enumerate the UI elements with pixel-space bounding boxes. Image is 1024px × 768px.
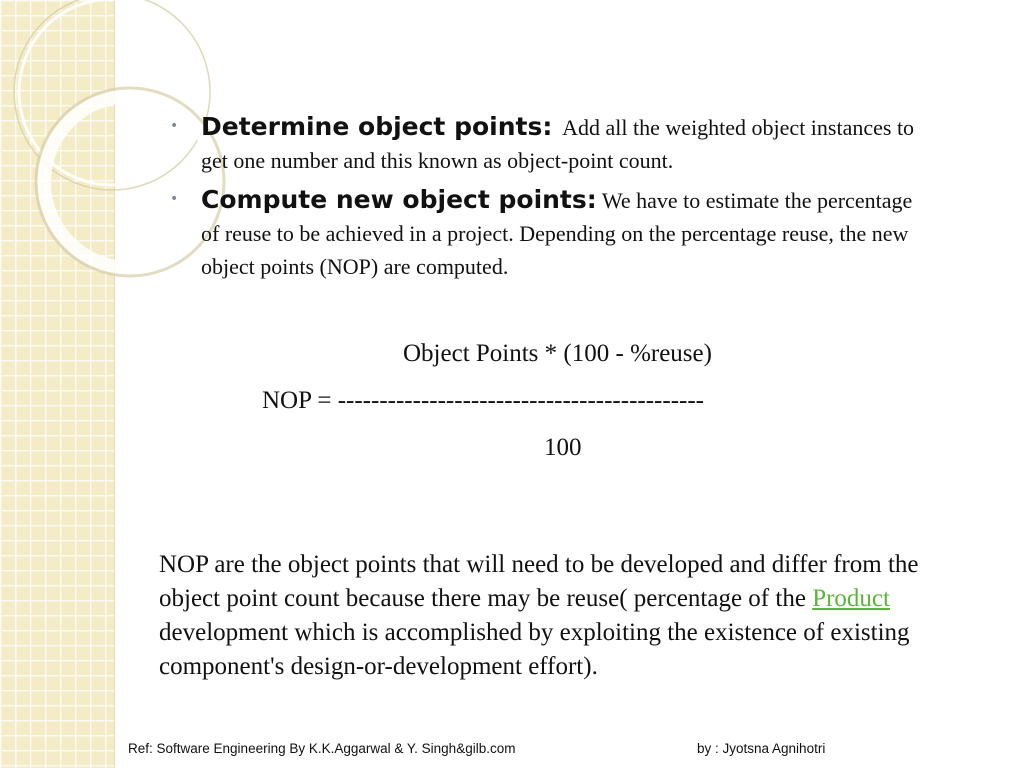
bullet-body: Add all the weighted object instances to get one number and this known as object-point count. xyxy=(201,115,915,173)
bullet-dot-icon: • xyxy=(170,118,179,134)
bullet-dot-icon: • xyxy=(170,191,179,207)
formula-lhs: NOP = xyxy=(262,387,332,414)
formula-fraction-line xyxy=(262,387,704,415)
bullet-compute-new-object-points xyxy=(170,183,930,283)
formula-dashes: -------------------------------------------- xyxy=(337,387,704,414)
bullet-heading: Determine object points: xyxy=(201,112,553,141)
formula-denominator: 100 xyxy=(544,434,582,461)
product-link[interactable]: Product xyxy=(812,585,890,612)
formula-numerator: Object Points * (100 - %reuse) xyxy=(403,340,712,367)
decorative-rings xyxy=(0,0,150,300)
explanation-text-2: development which is accomplished by exploiting the existence of existing component's design-or-development effort). xyxy=(159,619,910,680)
bullet-heading: Compute new object points: xyxy=(201,185,597,214)
explanation-text-1: NOP are the object points that will need to be developed and differ from the object point count because there may be reuse( percentage of the xyxy=(159,551,919,612)
explanation-paragraph xyxy=(159,548,979,684)
bullet-body: We have to estimate the percentage of reuse to be achieved in a project. Depending on the percentage reuse, the new object points (NOP) are computed. xyxy=(201,188,913,279)
footer-author: by : Jyotsna Agnihotri xyxy=(697,741,826,756)
bullet-determine-object-points xyxy=(170,110,930,177)
footer-reference: Ref: Software Engineering By K.K.Aggarwal & Y. Singh&gilb.com xyxy=(128,741,516,756)
bullet-list xyxy=(170,110,930,289)
